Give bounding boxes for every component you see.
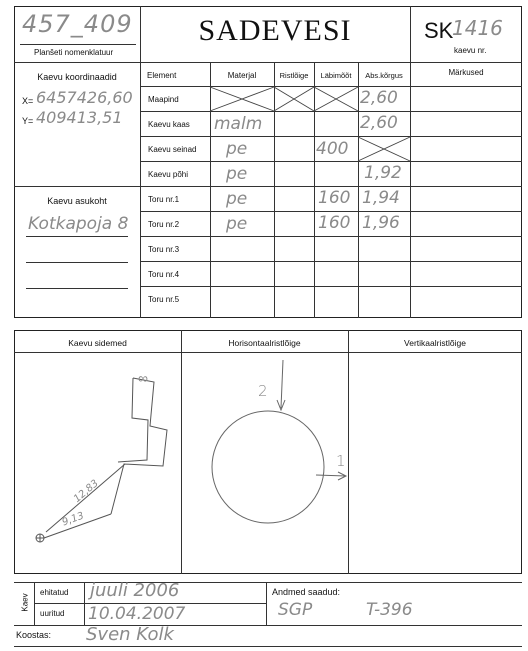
author-underline — [14, 646, 522, 647]
row-element: Toru nr.1 — [148, 195, 180, 204]
footer-mid-divider — [266, 582, 267, 625]
cell-material: pe — [226, 139, 248, 159]
x-value: 6457426,60 — [36, 88, 133, 107]
pipe-label: 2 — [258, 382, 268, 400]
row-element: Kaevu põhi — [148, 170, 189, 179]
author-label: Koostas: — [16, 630, 52, 640]
pipe-label: 1 — [336, 452, 346, 470]
author-value: Sven Kolk — [86, 624, 174, 645]
cell-diameter: 160 — [318, 213, 351, 233]
surveyed-label: uuritud — [40, 609, 65, 618]
x-label: X= — [22, 96, 34, 106]
cell-material: pe — [226, 214, 248, 234]
cell-material: pe — [226, 189, 248, 209]
row-element: Kaevu kaas — [148, 120, 190, 129]
footer-side-divider — [34, 582, 35, 625]
cell-elevation: 2,60 — [360, 113, 398, 133]
surveyed-value: 10.04.2007 — [88, 604, 186, 624]
row-element: Toru nr.3 — [148, 245, 180, 254]
coordinates-title: Kaevu koordinaadid — [37, 72, 117, 82]
built-value: juuli 2006 — [90, 580, 180, 601]
infinity-mark: ∞ — [138, 371, 148, 387]
cell-diameter: 400 — [316, 139, 349, 159]
dimension-label: 9,13 — [60, 510, 86, 529]
y-label: Y= — [22, 116, 34, 126]
well-number: 1416 — [452, 16, 503, 40]
built-label: ehitatud — [40, 588, 69, 597]
vertical-title: Vertikaalristlõige — [404, 338, 466, 348]
nomenclature-value: 457_409 — [22, 10, 133, 38]
dimension-label: 12,83 — [71, 478, 101, 505]
row-element: Toru nr.5 — [148, 295, 180, 304]
data-label: Andmed saadud: — [272, 587, 341, 597]
cell-elevation: 1,96 — [362, 213, 400, 233]
well-label: kaevu nr. — [454, 46, 487, 55]
y-value: 409413,51 — [36, 108, 123, 127]
header-element: Element — [147, 71, 177, 80]
header-abskorgus: Abs.kõrgus — [365, 71, 403, 80]
horizontal-title: Horisontaalristlõige — [228, 338, 301, 348]
footer-date-divider — [84, 582, 85, 625]
cell-elevation: 1,92 — [364, 163, 402, 183]
nomenclature-label: Planšeti nomenklatuur — [34, 48, 114, 57]
row-element: Toru nr.4 — [148, 270, 180, 279]
header-labimoot: Läbimõõt — [320, 71, 352, 80]
location-value: Kotkapoja 8 — [28, 214, 129, 234]
cell-material: malm — [214, 114, 263, 134]
location-title: Kaevu asukoht — [47, 196, 107, 206]
header-materjal: Materjal — [227, 71, 257, 80]
header-ristloige: Ristlõige — [279, 71, 309, 80]
data-value-2: T-396 — [366, 600, 413, 620]
row-element: Toru nr.2 — [148, 220, 180, 229]
row-element: Kaevu seinad — [148, 145, 197, 154]
connections-title: Kaevu sidemed — [68, 338, 127, 348]
cell-elevation: 2,60 — [360, 88, 398, 108]
cell-diameter: 160 — [318, 188, 351, 208]
side-label: Kaev — [20, 593, 30, 612]
row-element: Maapind — [148, 95, 179, 104]
well-prefix: SK — [424, 18, 454, 43]
cell-elevation: 1,94 — [362, 188, 400, 208]
header-markused: Märkused — [448, 68, 484, 77]
cell-material: pe — [226, 164, 248, 184]
data-value-1: SGP — [278, 600, 313, 620]
page-title: SADEVESI — [198, 14, 352, 47]
